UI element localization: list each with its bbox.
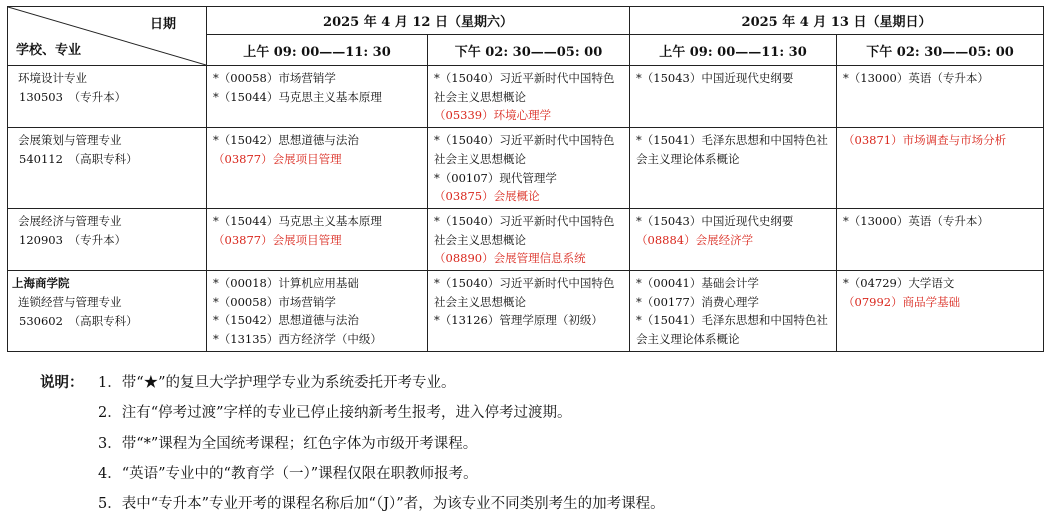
municipal-course: （05339）环境心理学	[434, 108, 552, 123]
major-name: 环境设计专业	[18, 71, 87, 85]
schedule-body	[8, 66, 1044, 352]
major-name: 会展策划与管理专业	[18, 133, 122, 148]
note-item	[40, 368, 665, 398]
course-cell	[428, 271, 630, 352]
course-item: *（15043）中国近现代史纲要	[636, 71, 794, 85]
course-cell	[428, 66, 630, 128]
course-item: *（15042）思想道德与法治	[213, 133, 359, 148]
note-item	[40, 398, 665, 428]
major-code: 130503 （专升本）	[19, 90, 127, 104]
major-cell	[8, 208, 207, 270]
course-cell	[207, 271, 428, 352]
corner-header	[8, 7, 207, 66]
course-item: *（15041）毛泽东思想和中国特色社会主义理论体系概论	[636, 313, 828, 347]
notes-heading: 说明：	[40, 374, 84, 391]
note-text: 5．表中“专升本”专业开考的课程名称后加“（J）”者，为该专业不同类别考生的加考课程。	[98, 496, 665, 513]
course-item: *（13000）英语（专升本）	[843, 213, 989, 228]
municipal-course: （08890）会展管理信息系统	[434, 251, 586, 266]
corner-school-label: 学校、专业	[16, 43, 82, 58]
course-item: *（00177）消费心理学	[636, 294, 759, 309]
course-item: *（15044）马克思主义基本原理	[213, 89, 382, 104]
course-cell	[837, 66, 1044, 128]
note-item	[40, 489, 665, 519]
course-item: *（00058）市场营销学	[213, 294, 336, 309]
note-text: 1．带“★”的复旦大学护理学专业为系统委托开考专业。	[98, 375, 456, 391]
course-cell	[630, 66, 837, 128]
major-code: 120903 （专升本）	[19, 232, 127, 247]
note-text: 2．注有“停考过渡”字样的专业已停止接纳新考生报考，进入停考过渡期。	[98, 405, 572, 422]
course-item: *（15040）习近平新时代中国特色社会主义思想概论	[434, 276, 615, 309]
course-item: *（00107）现代管理学	[434, 170, 557, 185]
course-cell	[630, 128, 837, 209]
course-item: *（04729）大学语文	[843, 276, 955, 291]
major-code: 540112 （高职专科）	[19, 152, 138, 167]
course-cell	[207, 66, 428, 128]
course-item: *（13126）管理学原理（初级）	[434, 313, 603, 328]
municipal-course: （07992）商品学基础	[843, 294, 961, 309]
course-cell	[630, 208, 837, 270]
course-item: *（15041）毛泽东思想和中国特色社会主义理论体系概论	[636, 133, 828, 166]
major-code: 530602 （高职专科）	[19, 314, 138, 329]
note-text: 4．“英语”专业中的“教育学（一）”课程仅限在职教师报考。	[98, 465, 478, 482]
time-slot-header: 上午 09: 00——11: 30	[630, 35, 837, 66]
course-item: *（00041）基础会计学	[636, 276, 759, 291]
course-item: *（15040）习近平新时代中国特色社会主义思想概论	[434, 71, 615, 104]
course-item: *（00018）计算机应用基础	[213, 276, 359, 291]
municipal-course: （08884）会展经济学	[636, 232, 754, 247]
major-name: 连锁经营与管理专业	[18, 295, 122, 310]
date-header-day1: 2025 年 4 月 12 日（星期六）	[207, 7, 630, 35]
course-item: *（15040）习近平新时代中国特色社会主义思想概论	[434, 133, 615, 166]
note-text: 3．带“*”课程为全国统考课程；红色字体为市级开考课程。	[98, 435, 478, 452]
schedule-row	[8, 208, 1044, 270]
course-cell	[207, 208, 428, 270]
course-item: *（15042）思想道德与法治	[213, 313, 359, 328]
schedule-row	[8, 128, 1044, 209]
time-slot-header: 下午 02: 30——05: 00	[837, 35, 1044, 66]
notes-section	[40, 368, 665, 519]
course-item: *（00058）市场营销学	[213, 71, 336, 85]
schedule-row	[8, 66, 1044, 128]
course-cell	[207, 128, 428, 209]
date-header-row	[8, 7, 1044, 35]
course-item: *（15040）习近平新时代中国特色社会主义思想概论	[434, 213, 615, 247]
major-cell	[8, 66, 207, 128]
course-item: *（13000）英语（专升本）	[843, 71, 989, 85]
course-cell	[428, 208, 630, 270]
course-item: *（13135）西方经济学（中级）	[213, 332, 382, 347]
course-item: *（15043）中国近现代史纲要	[636, 213, 794, 228]
date-header-day2: 2025 年 4 月 13 日（星期日）	[630, 7, 1044, 35]
exam-schedule-table	[7, 6, 1044, 352]
school-name: 上海商学院	[12, 276, 70, 291]
time-slot-header: 上午 09: 00——11: 30	[207, 35, 428, 66]
major-cell	[8, 128, 207, 209]
course-cell	[837, 208, 1044, 270]
major-cell	[8, 271, 207, 352]
note-item	[40, 459, 665, 489]
municipal-course: （03875）会展概论	[434, 189, 540, 204]
course-cell	[837, 128, 1044, 209]
course-cell	[428, 128, 630, 209]
course-cell	[837, 271, 1044, 352]
note-item	[40, 429, 665, 459]
schedule-row	[8, 271, 1044, 352]
municipal-course: （03871）市场调查与市场分析	[843, 133, 1007, 148]
municipal-course: （03877）会展项目管理	[213, 151, 342, 166]
major-name: 会展经济与管理专业	[18, 213, 122, 228]
corner-date-label: 日期	[149, 17, 176, 32]
course-cell	[630, 271, 837, 352]
time-slot-header: 下午 02: 30——05: 00	[428, 35, 630, 66]
municipal-course: （03877）会展项目管理	[213, 232, 342, 247]
course-item: *（15044）马克思主义基本原理	[213, 213, 382, 228]
